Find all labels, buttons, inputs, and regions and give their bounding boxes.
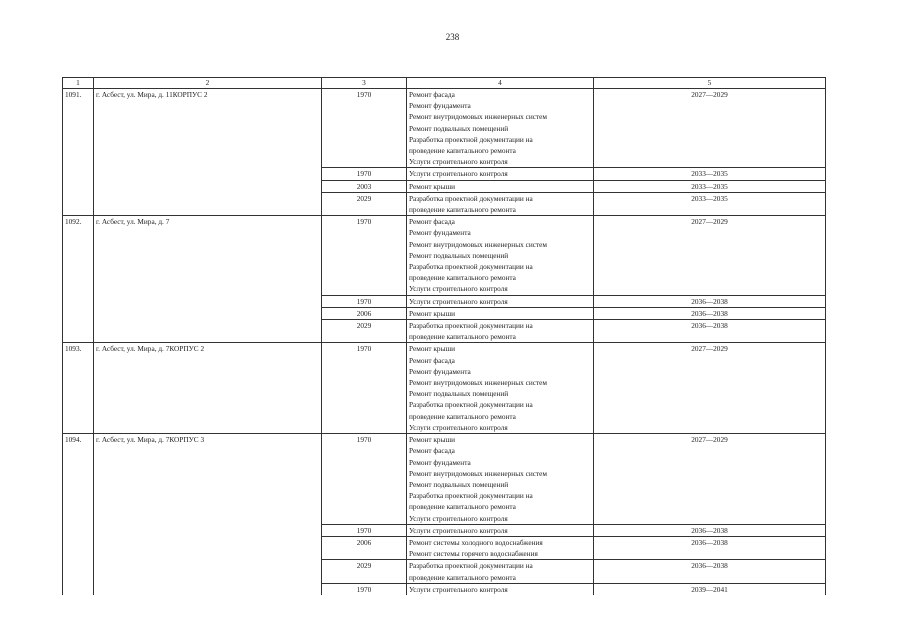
year-cell: 1970 (322, 343, 407, 434)
works-cell (407, 89, 594, 168)
work-item: Разработка проектной документации на (409, 400, 533, 410)
table-row (63, 434, 826, 525)
work-item: Ремонт подвальных помещений (409, 389, 509, 399)
works-cell (407, 343, 594, 434)
column-header: 1 (63, 78, 94, 89)
works-cell (407, 583, 594, 595)
year-cell: 1970 (322, 524, 407, 536)
year-cell: 2029 (322, 560, 407, 583)
period-cell: 2027—2029 (594, 434, 826, 525)
column-header: 2 (94, 78, 322, 89)
work-item: проведение капитального ремонта (409, 411, 516, 421)
work-item: Ремонт фасада (409, 446, 455, 456)
work-item: Ремонт фундамента (409, 457, 471, 467)
work-item: Разработка проектной документации на (409, 262, 533, 272)
work-item: Ремонт крыши (409, 344, 456, 354)
period-cell: 2039—2041 (594, 583, 826, 595)
work-item: Услуги строительного контроля (409, 284, 508, 294)
works-cell (407, 560, 594, 583)
work-item: Разработка проектной документации на (409, 321, 533, 331)
year-cell: 1970 (322, 434, 407, 525)
period-cell: 2033—2035 (594, 168, 826, 180)
period-cell: 2036—2038 (594, 560, 826, 583)
work-item: Ремонт фасада (409, 90, 455, 99)
work-item: проведение капитального ремонта (409, 502, 516, 512)
work-item: проведение капитального ремонта (409, 572, 516, 582)
period-cell: 2033—2035 (594, 192, 826, 215)
work-item: Разработка проектной документации на (409, 561, 533, 571)
address-cell: г. Асбест, ул. Мира, д. 7 (94, 216, 322, 343)
work-item: Ремонт фундамента (409, 101, 471, 111)
works-cell (407, 180, 594, 192)
work-item: Услуги строительного контроля (409, 513, 508, 523)
work-item: проведение капитального ремонта (409, 332, 516, 342)
year-cell: 2003 (322, 180, 407, 192)
work-item: проведение капитального ремонта (409, 205, 516, 215)
header-row (63, 78, 826, 89)
works-cell (407, 216, 594, 295)
work-item: Услуги строительного контроля (409, 584, 508, 594)
work-item: Ремонт системы холодного водоснабжения (409, 537, 543, 547)
column-header: 3 (322, 78, 407, 89)
year-cell: 2006 (322, 307, 407, 319)
works-cell (407, 307, 594, 319)
work-item: Разработка проектной документации на (409, 193, 533, 203)
year-cell: 2029 (322, 192, 407, 215)
column-header: 4 (407, 78, 594, 89)
column-header: 5 (594, 78, 826, 89)
work-item: Разработка проектной документации на (409, 134, 533, 144)
work-item: Услуги строительного контроля (409, 422, 508, 432)
page-number: 238 (445, 32, 460, 42)
works-cell (407, 536, 594, 559)
work-item: Ремонт подвальных помещений (409, 479, 509, 489)
period-cell: 2036—2038 (594, 536, 826, 559)
address-cell: г. Асбест, ул. Мира, д. 11КОРПУС 2 (94, 89, 322, 216)
period-cell: 2027—2029 (594, 89, 826, 168)
row-number: 1094. (63, 434, 94, 595)
period-cell: 2036—2038 (594, 307, 826, 319)
address-cell: г. Асбест, ул. Мира, д. 7КОРПУС 3 (94, 434, 322, 595)
work-item: Ремонт фундамента (409, 228, 471, 238)
work-item: Услуги строительного контроля (409, 296, 508, 306)
year-cell: 1970 (322, 295, 407, 307)
period-cell: 2036—2038 (594, 524, 826, 536)
period-cell: 2033—2035 (594, 180, 826, 192)
address-cell: г. Асбест, ул. Мира, д. 7КОРПУС 2 (94, 343, 322, 434)
year-cell: 1970 (322, 216, 407, 295)
row-number: 1092. (63, 216, 94, 343)
work-item: Ремонт крыши (409, 308, 456, 318)
year-cell: 2029 (322, 320, 407, 343)
works-cell (407, 295, 594, 307)
work-item: Ремонт системы горячего водоснабжения (409, 549, 538, 559)
work-item: Ремонт внутридомовых инженерных систем (409, 239, 548, 249)
work-item: Ремонт подвальных помещений (409, 250, 509, 260)
work-item: Ремонт фундамента (409, 366, 471, 376)
year-cell: 1970 (322, 583, 407, 595)
work-item: Ремонт фасада (409, 217, 455, 227)
period-cell: 2027—2029 (594, 216, 826, 295)
work-item: Ремонт внутридомовых инженерных систем (409, 378, 548, 388)
table-row (63, 216, 826, 295)
work-item: Ремонт внутридомовых инженерных систем (409, 468, 548, 478)
works-cell (407, 192, 594, 215)
works-cell (407, 434, 594, 525)
work-item: Услуги строительного контроля (409, 169, 508, 179)
work-item: Разработка проектной документации на (409, 491, 533, 501)
period-cell: 2027—2029 (594, 343, 826, 434)
table-row (63, 343, 826, 434)
year-cell: 1970 (322, 89, 407, 168)
work-item: Ремонт подвальных помещений (409, 123, 509, 133)
work-item: проведение капитального ремонта (409, 273, 516, 283)
work-item: Услуги строительного контроля (409, 157, 508, 167)
work-item: Ремонт крыши (409, 181, 456, 191)
year-cell: 1970 (322, 168, 407, 180)
works-cell (407, 320, 594, 343)
row-number: 1093. (63, 343, 94, 434)
period-cell: 2036—2038 (594, 295, 826, 307)
work-item: Ремонт внутридомовых инженерных систем (409, 112, 548, 122)
work-item: Услуги строительного контроля (409, 525, 508, 535)
table-row (63, 89, 826, 168)
work-item: Ремонт крыши (409, 435, 456, 445)
repair-schedule-table (62, 77, 826, 595)
row-number: 1091. (63, 89, 94, 216)
works-cell (407, 524, 594, 536)
work-item: Ремонт фасада (409, 355, 455, 365)
work-item: проведение капитального ремонта (409, 146, 516, 156)
period-cell: 2036—2038 (594, 320, 826, 343)
works-cell (407, 168, 594, 180)
year-cell: 2006 (322, 536, 407, 559)
